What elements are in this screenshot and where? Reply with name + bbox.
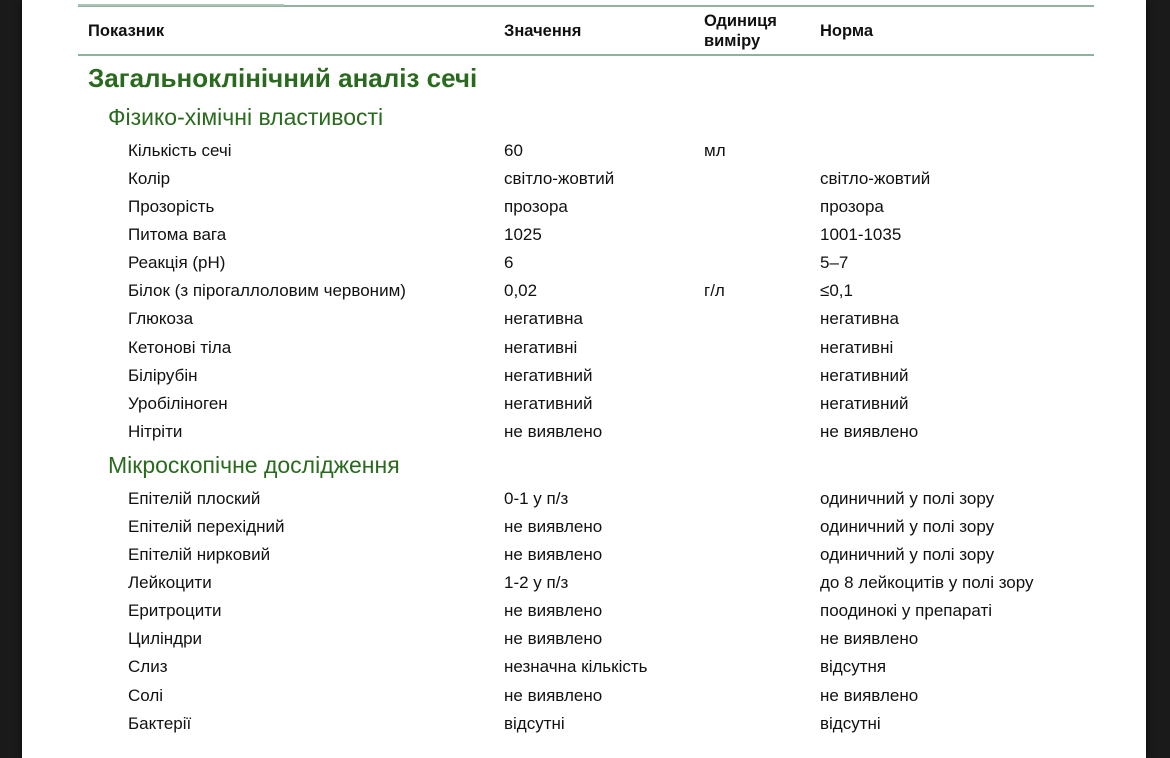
cell-indicator: Лейкоцити [128,572,212,592]
table-row [22,362,1146,390]
cell-value: 1025 [504,224,542,244]
cell-norm: до 8 лейкоцитів у полі зору [820,572,1034,592]
cell-indicator: Епітелій плоский [128,488,261,508]
cell-value: світло-жовтий [504,168,615,188]
cell-value: негативна [504,309,583,329]
cell-value: негативні [504,337,578,357]
cell-indicator: Епітелій нирковий [128,544,271,564]
cell-value: 0-1 у п/з [504,488,569,508]
cell-value: не виявлено [504,516,603,536]
cell-norm: 5–7 [820,253,849,273]
cell-indicator: Кількість сечі [128,140,232,160]
column-header-indicator: Показник [88,22,165,40]
cell-value: 0,02 [504,281,538,301]
cell-value: не виявлено [504,422,603,441]
cell-norm: негативна [820,309,899,329]
cell-norm: прозора [820,196,884,216]
column-header-norm: Норма [820,22,874,40]
cell-indicator: Нітріти [128,422,183,441]
table-row [22,625,1146,653]
cell-value: не виявлено [504,629,603,649]
cell-indicator: Кетонові тіла [128,337,232,357]
cell-value: не виявлено [504,544,603,564]
column-header-value: Значення [504,22,582,40]
subsection-title-microscopic: Мікроскопічне дослідження [108,452,400,478]
cell-norm: негативний [820,393,909,413]
cell-indicator: Білок (з пірогаллоловим червоним) [128,281,406,301]
table-row [22,653,1146,681]
subsection-title-physico-chemical: Фізико-хімічні властивості [108,104,384,130]
cell-indicator: Прозорість [128,196,215,216]
header-rule-bottom [78,54,1094,56]
cell-indicator: Солі [128,685,164,705]
cell-norm: не виявлено [820,629,919,649]
table-row [22,165,1146,193]
cell-indicator: Питома вага [128,224,227,244]
table-row [22,418,1146,446]
table-row [22,710,1146,738]
cell-indicator: Бактерії [128,713,192,733]
cell-norm: 1001-1035 [820,224,902,244]
cell-norm: відсутня [820,657,887,677]
table-row [22,334,1146,362]
cell-indicator: Реакція (pH) [128,253,226,273]
cell-norm: відсутні [820,713,881,733]
cell-unit: мл [704,140,726,160]
cell-indicator: Колір [128,168,171,188]
cell-norm: світло-жовтий [820,168,931,188]
table-row [22,541,1146,569]
table-row [22,597,1146,625]
cell-norm: не виявлено [820,422,919,441]
cell-indicator: Циліндри [128,629,203,649]
cell-indicator: Білірубін [128,365,198,385]
table-row [22,137,1146,165]
cell-norm: одиничний у полі зору [820,544,995,564]
cell-value: 60 [504,140,523,160]
column-header-unit-line2: виміру [704,32,761,50]
cell-indicator: Уробіліноген [128,393,228,413]
table-row [22,513,1146,541]
cell-value: прозора [504,196,568,216]
table-row [22,193,1146,221]
cell-norm: не виявлено [820,685,919,705]
cell-value: 6 [504,253,514,273]
cell-value: не виявлено [504,601,603,621]
cell-value: відсутні [504,713,565,733]
cell-value: не виявлено [504,685,603,705]
table-row [22,305,1146,333]
table-row [22,221,1146,249]
cell-norm: одиничний у полі зору [820,488,995,508]
cell-norm: негативний [820,365,909,385]
cell-norm: поодинокі у препараті [820,601,993,621]
table-row [22,485,1146,513]
cell-indicator: Глюкоза [128,309,194,329]
cell-norm: одиничний у полі зору [820,516,995,536]
cell-norm: ≤0,1 [820,281,853,301]
table-row [22,277,1146,305]
report-page [22,0,1146,758]
cell-value: 1-2 у п/з [504,572,569,592]
cell-value: незначна кількість [504,657,648,677]
cell-indicator: Слиз [128,657,168,677]
section-title: Загальноклінічний аналіз сечі [88,63,478,93]
cell-indicator: Еритроцити [128,601,222,621]
column-header-unit [704,11,777,51]
cell-norm: негативні [820,337,894,357]
cell-value: негативний [504,393,593,413]
cell-value: негативний [504,365,593,385]
header-accent [78,4,284,6]
table-row [22,682,1146,710]
table-row [22,249,1146,277]
cell-indicator: Епітелій перехідний [128,516,285,536]
column-header-unit-line1: Одиниця [704,12,777,30]
cell-unit: г/л [704,281,725,301]
table-row [22,569,1146,597]
table-row [22,390,1146,418]
